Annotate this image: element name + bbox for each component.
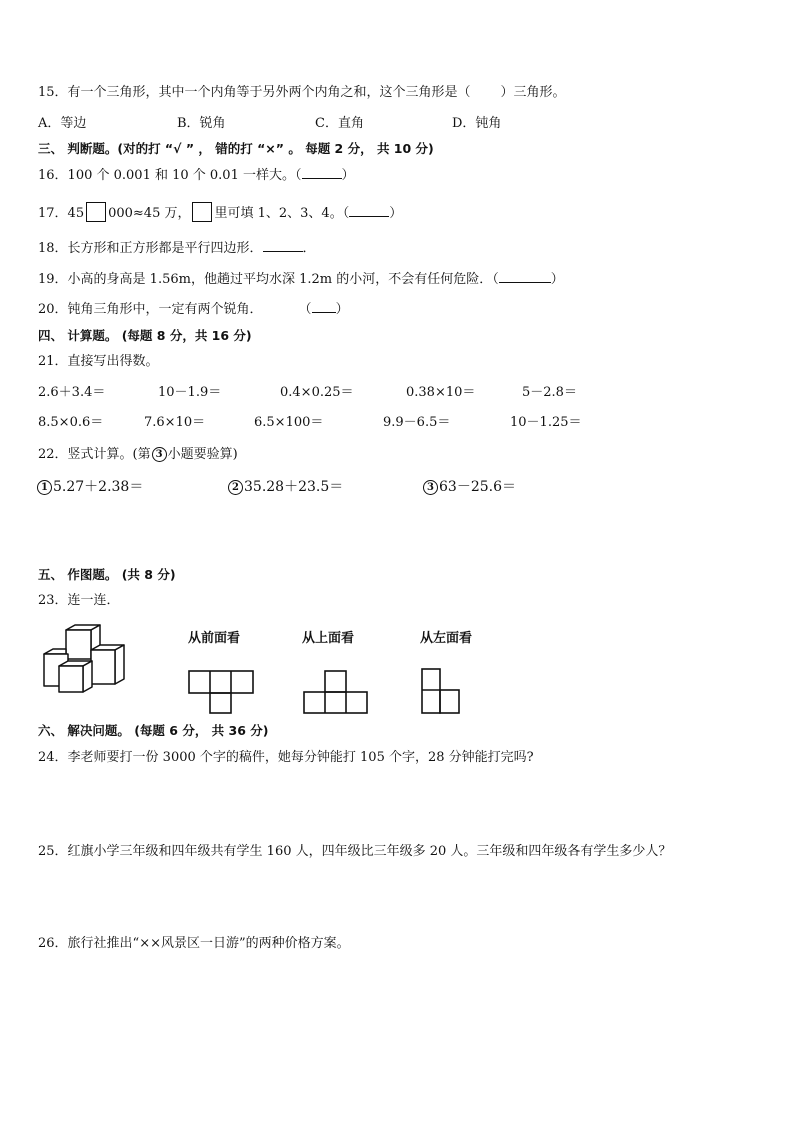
q22-item-2-expr: 35.28＋23.5＝ bbox=[244, 479, 344, 495]
q21-r2-c3: 6.5×100＝ bbox=[254, 415, 324, 430]
q20-close: ） bbox=[335, 302, 349, 317]
q22-item-2-number: 2 bbox=[228, 480, 243, 495]
section-4-title: 四、 计算题。 (每题 8 分，共 16 分) bbox=[38, 328, 252, 343]
q17-digit-box-2 bbox=[192, 202, 212, 222]
question-23-title: 23．连一连． bbox=[38, 593, 120, 608]
left-view-shape[interactable] bbox=[420, 668, 470, 718]
q15-text-after: ）三角形。 bbox=[500, 85, 566, 100]
question-22-title bbox=[38, 446, 238, 464]
cube-stack-figure bbox=[42, 624, 142, 694]
q20-answer-blank[interactable] bbox=[312, 300, 336, 313]
q21-r1-c5: 5－2.8＝ bbox=[522, 385, 577, 400]
q20-open: （ bbox=[298, 302, 312, 317]
q22-title-before: 22．竖式计算。(第 bbox=[38, 447, 151, 462]
q18-tail: ． bbox=[302, 241, 316, 256]
section-3-title: 三、 判断题。(对的打 “√ ” ， 错的打 “×” 。 每题 2 分， 共 10 分) bbox=[38, 141, 434, 156]
q17-close: ） bbox=[389, 206, 403, 221]
question-18 bbox=[38, 239, 316, 258]
q22-item-3 bbox=[422, 478, 516, 496]
q17-part3: 里可填 1、2、3、4。（ bbox=[214, 206, 350, 221]
question-19 bbox=[38, 270, 564, 289]
section-6-title: 六、 解决问题。 (每题 6 分， 共 36 分) bbox=[38, 723, 269, 738]
q16-text: 16．100 个 0.001 和 10 个 0.01 一样大。（ bbox=[38, 168, 302, 183]
q21-r1-c2: 10－1.9＝ bbox=[158, 385, 222, 400]
question-26: 26．旅行社推出“××风景区一日游”的两种价格方案。 bbox=[38, 936, 350, 951]
q15-text-before: 15．有一个三角形，其中一个内角等于另外两个内角之和，这个三角形是（ bbox=[38, 85, 471, 100]
section-5-title: 五、 作图题。 (共 8 分) bbox=[38, 567, 176, 582]
q22-item-1-number: 1 bbox=[37, 480, 52, 495]
question-25: 25．红旗小学三年级和四年级共有学生 160 人，四年级比三年级多 20 人。三年级和四年级各有学生多少人？ bbox=[38, 844, 672, 859]
q22-item-1-expr: 5.27＋2.38＝ bbox=[53, 479, 144, 495]
q17-part1: 17．45 bbox=[38, 206, 85, 221]
q15-option-a[interactable]: A．等边 bbox=[38, 116, 87, 131]
q22-item-3-expr: 63－25.6＝ bbox=[439, 479, 516, 495]
question-17 bbox=[38, 202, 402, 223]
q16-close: ） bbox=[341, 168, 355, 183]
view-label-left: 从左面看 bbox=[420, 631, 473, 646]
q19-close: ） bbox=[550, 272, 564, 287]
q15-option-b[interactable]: B．锐角 bbox=[177, 116, 226, 131]
q21-r1-c1: 2.6＋3.4＝ bbox=[38, 385, 106, 400]
front-view-shape[interactable] bbox=[188, 670, 258, 720]
q18-text: 18．长方形和正方形都是平行四边形． bbox=[38, 241, 263, 256]
question-15 bbox=[38, 84, 566, 102]
q18-answer-blank[interactable] bbox=[263, 239, 303, 252]
question-24: 24．李老师要打一份 3000 个字的稿件，她每分钟能打 105 个字，28 分钟能打完吗? bbox=[38, 750, 534, 765]
q22-item-3-number: 3 bbox=[423, 480, 438, 495]
q15-option-c[interactable]: C．直角 bbox=[315, 116, 364, 131]
q17-answer-blank[interactable] bbox=[349, 204, 389, 217]
q22-item-2 bbox=[227, 478, 343, 496]
q20-text: 20．钝角三角形中，一定有两个锐角． bbox=[38, 302, 263, 317]
question-21-title: 21．直接写出得数。 bbox=[38, 354, 159, 369]
top-view-shape[interactable] bbox=[303, 670, 373, 720]
q16-answer-blank[interactable] bbox=[302, 166, 342, 179]
question-20 bbox=[38, 300, 349, 319]
q22-item-1 bbox=[36, 478, 143, 496]
question-16 bbox=[38, 166, 355, 185]
q21-r2-c2: 7.6×10＝ bbox=[144, 415, 206, 430]
view-label-top: 从上面看 bbox=[302, 631, 355, 646]
q21-r1-c4: 0.38×10＝ bbox=[406, 385, 476, 400]
q21-r1-c3: 0.4×0.25＝ bbox=[280, 385, 354, 400]
q22-title-after: 小题要验算) bbox=[167, 447, 238, 462]
q15-option-d[interactable]: D．钝角 bbox=[452, 116, 502, 131]
q22-title-circled-number: 3 bbox=[152, 447, 167, 462]
q17-digit-box[interactable] bbox=[86, 202, 106, 222]
q21-r2-c4: 9.9－6.5＝ bbox=[383, 415, 451, 430]
q21-r2-c5: 10－1.25＝ bbox=[510, 415, 582, 430]
q17-part2: 000≈45 万， bbox=[108, 206, 191, 221]
q19-text: 19．小高的身高是 1.56m，他趟过平均水深 1.2m 的小河，不会有任何危险．（ bbox=[38, 272, 499, 287]
q19-answer-blank[interactable] bbox=[499, 270, 551, 283]
view-label-front: 从前面看 bbox=[188, 631, 241, 646]
q21-r2-c1: 8.5×0.6＝ bbox=[38, 415, 104, 430]
